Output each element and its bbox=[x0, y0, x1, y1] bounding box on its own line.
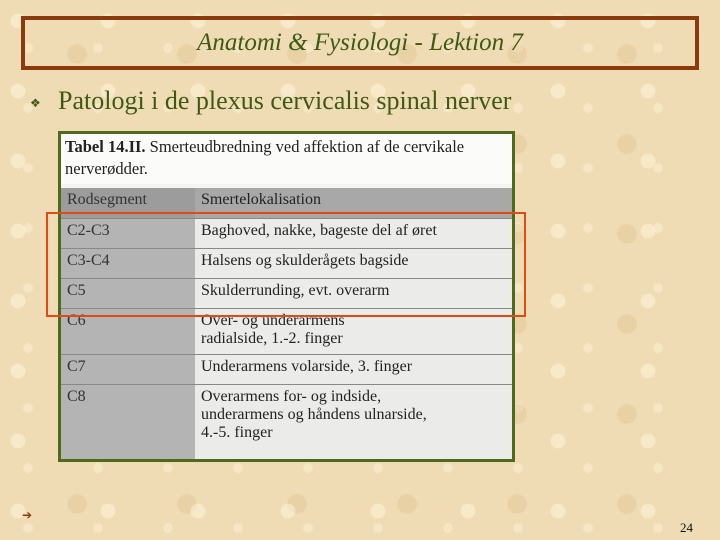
segment-cell: C5 bbox=[61, 279, 195, 309]
table-caption bbox=[61, 134, 512, 184]
segment-cell: C3-C4 bbox=[61, 249, 195, 279]
table-row bbox=[61, 355, 512, 385]
table-row bbox=[61, 385, 512, 459]
location-cell: Halsens og skulderågets bagside bbox=[195, 249, 512, 279]
bullet-heading: Patologi i de plexus cervicalis spinal nerver bbox=[58, 86, 512, 115]
location-cell: Skulderrunding, evt. overarm bbox=[195, 279, 512, 309]
location-cell: Underarmens volarside, 3. finger bbox=[195, 355, 512, 385]
header-cell: Rodsegment bbox=[61, 188, 195, 219]
diamond-bullet-icon: ❖ bbox=[30, 96, 41, 110]
arrow-right-icon[interactable]: ➔ bbox=[22, 508, 33, 522]
segment-cell: C6 bbox=[61, 309, 195, 355]
slide-title: Anatomi & Fysiologi - Lektion 7 bbox=[197, 29, 523, 56]
segment-cell: C7 bbox=[61, 355, 195, 385]
location-cell: Baghoved, nakke, bageste del af øret bbox=[195, 219, 512, 249]
title-box bbox=[21, 16, 699, 70]
segment-cell: C2-C3 bbox=[61, 219, 195, 249]
highlight-box bbox=[46, 212, 526, 317]
header-cell: Smertelokalisation bbox=[195, 188, 512, 219]
segment-cell: C8 bbox=[61, 385, 195, 459]
location-cell: Overarmens for- og indside, underarmens og håndens ulnarside, 4.-5. finger bbox=[195, 385, 512, 459]
caption-label: Tabel 14.II. bbox=[65, 137, 146, 156]
caption-text: Smerteudbredning ved affektion af de cervikale nerverødder. bbox=[65, 137, 465, 178]
location-cell: Over- og underarmens radialside, 1.-2. finger bbox=[195, 309, 512, 355]
page-number: 24 bbox=[680, 520, 693, 535]
